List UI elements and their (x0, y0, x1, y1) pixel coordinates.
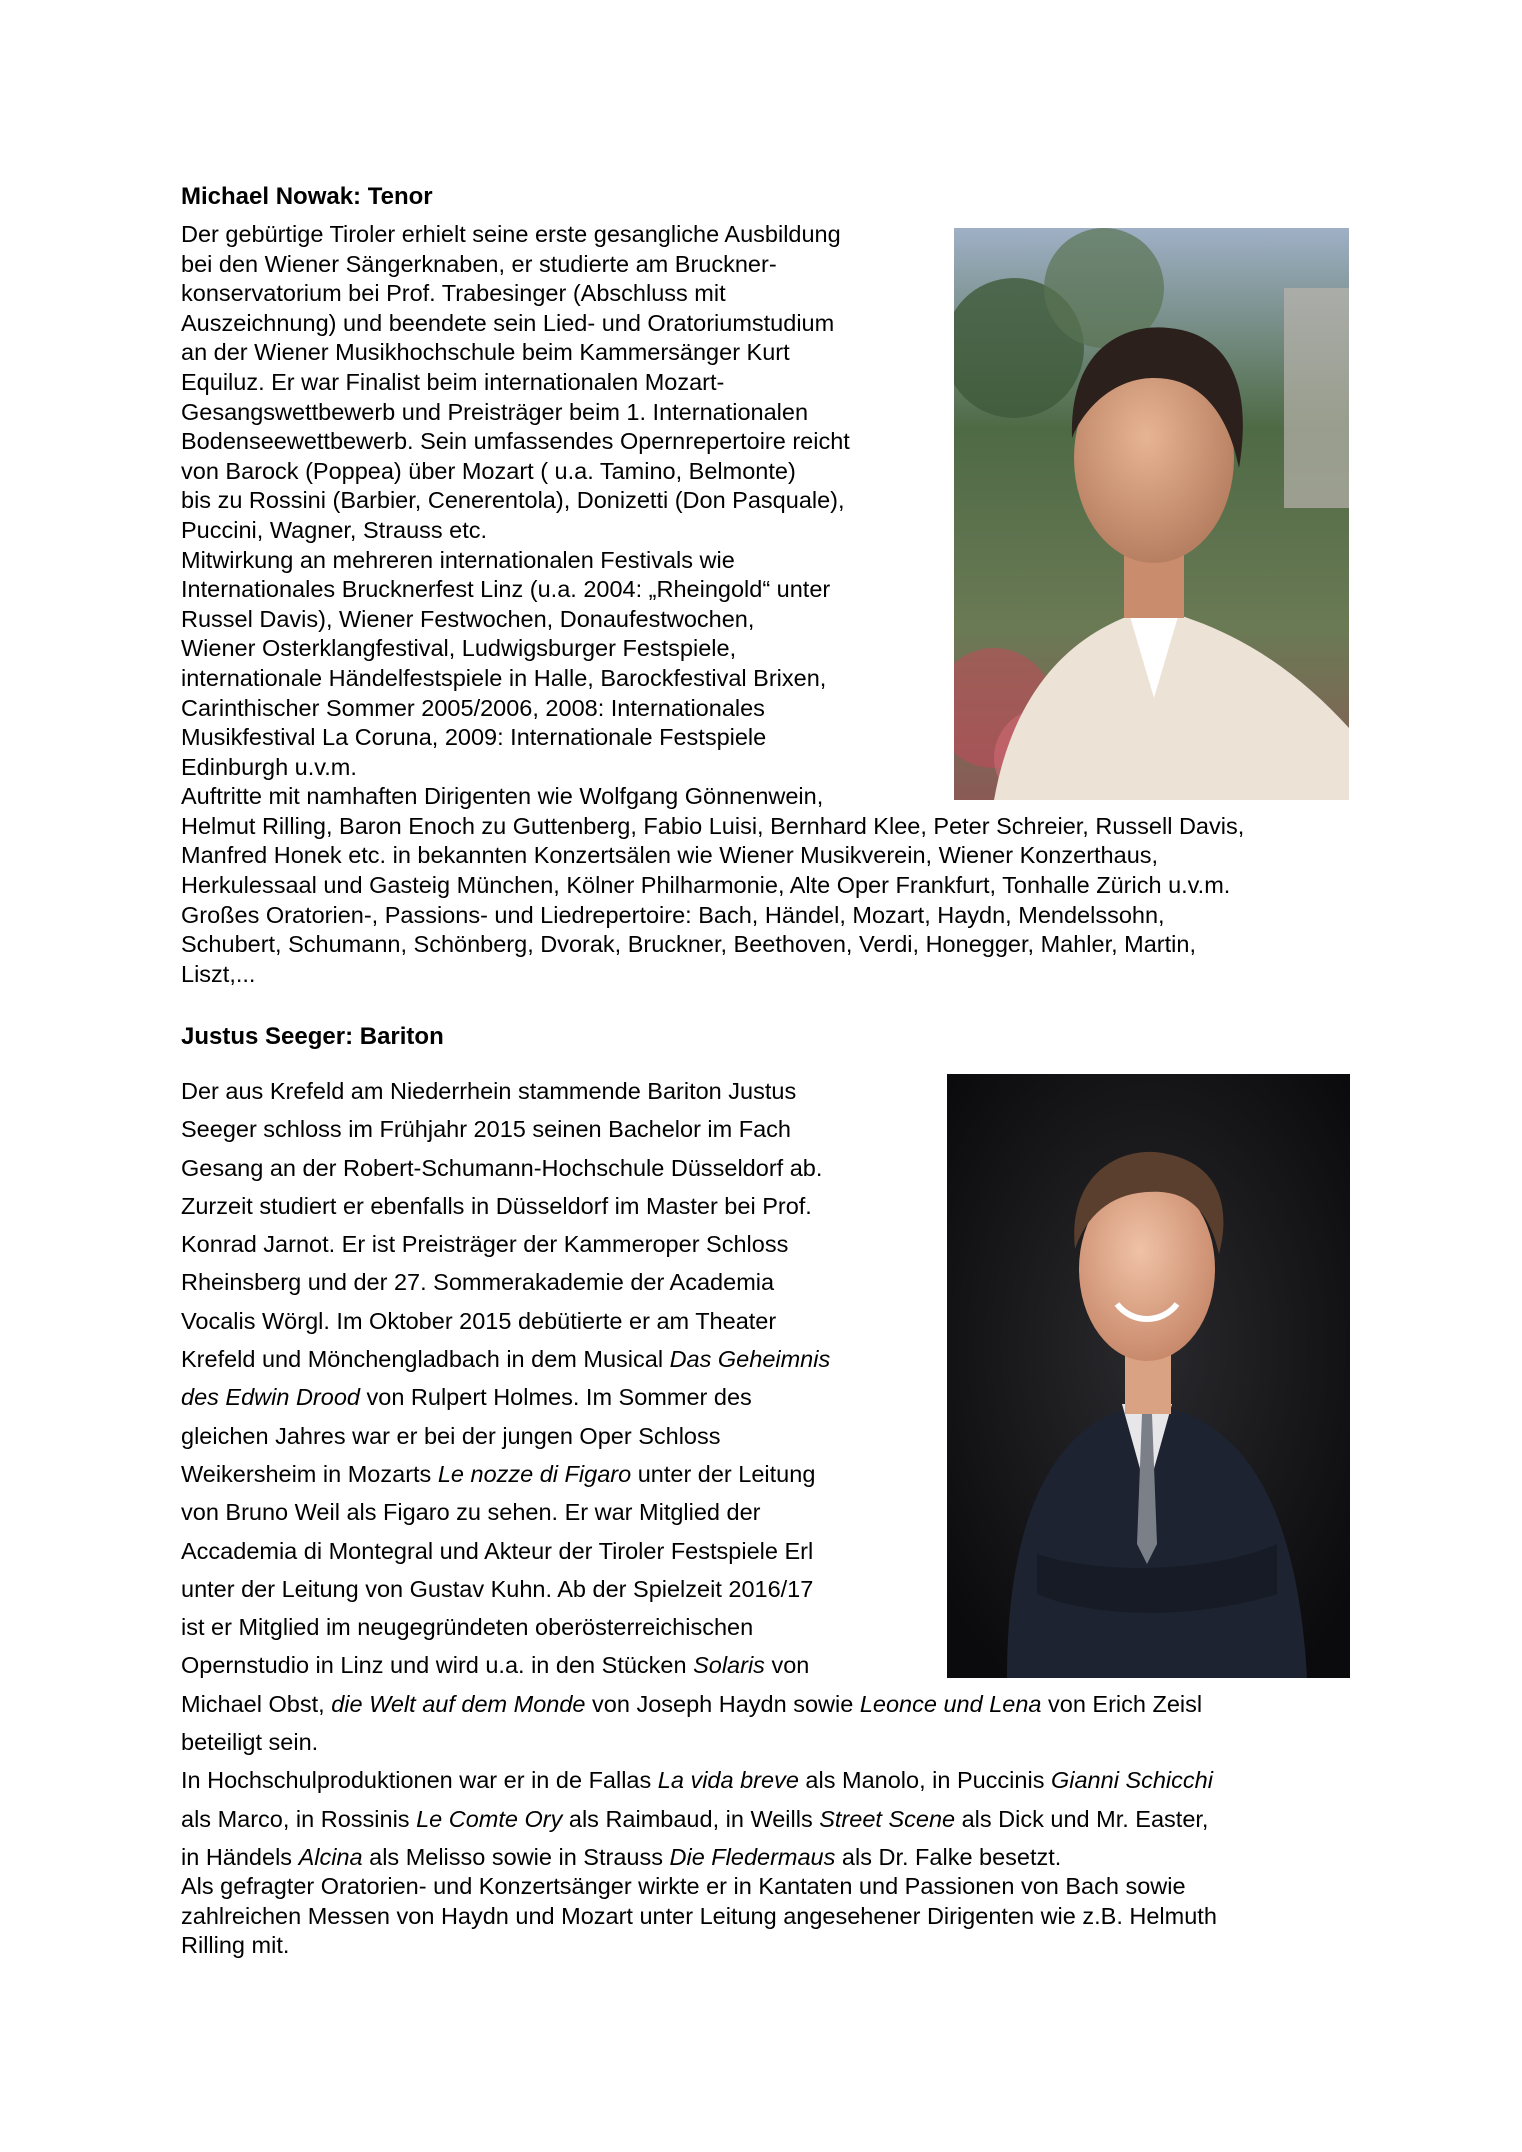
text-segment: als Melisso sowie in Strauss (362, 1843, 670, 1870)
text-segment: als Manolo, in Puccinis (798, 1767, 1051, 1794)
text-segment: als Marco, in Rossinis (181, 1805, 417, 1832)
text-segment: unter der Leitung von Gustav Kuhn. Ab der Spielzeit 2016/17 (181, 1575, 814, 1602)
text-segment: Großes Oratorien-, Passions- und Liedrepertoire: Bach, Händel, Mozart, Haydn, Mendelssohn, (181, 901, 1165, 928)
text-segment: Als gefragter Oratorien- und Konzertsänger wirkte er in Kantaten und Passionen von Bach sowie (181, 1873, 1186, 1900)
text-segment: Rheinsberg und der 27. Sommerakademie der Academia (181, 1269, 775, 1296)
text-segment: Herkulessaal und Gasteig München, Kölner Philharmonie, Alte Oper Frankfurt, Tonhalle Zürich u.v.m. (181, 872, 1231, 899)
text-segment: von Joseph Haydn sowie (585, 1690, 860, 1717)
text-line (181, 812, 1351, 842)
text-segment: Russel Davis), Wiener Festwochen, Donaufestwochen, (181, 605, 755, 632)
text-segment: internationale Händelfestspiele in Halle, Barockfestival Brixen, (181, 664, 827, 691)
text-line (181, 1723, 1351, 1761)
text-segment: zahlreichen Messen von Haydn und Mozart unter Leitung angesehener Dirigenten wie z.B. Helmuth (181, 1902, 1217, 1929)
italic-title: Das Geheimnis (669, 1346, 831, 1373)
text-segment: Schubert, Schumann, Schönberg, Dvorak, Bruckner, Beethoven, Verdi, Honegger, Mahler, Martin, (181, 931, 1196, 958)
italic-title: Le Comte Ory (416, 1805, 563, 1832)
text-segment: Seeger schloss im Frühjahr 2015 seinen Bachelor im Fach (181, 1116, 791, 1143)
text-segment: als Dr. Falke besetzt. (835, 1843, 1062, 1870)
text-segment: Equiluz. Er war Finalist beim internationalen Mozart- (181, 368, 725, 395)
text-segment: Manfred Honek etc. in bekannten Konzertsälen wie Wiener Musikverein, Wiener Konzerthaus, (181, 842, 1159, 869)
italic-title: Die Fledermaus (669, 1843, 836, 1870)
italic-title: Street Scene (819, 1805, 956, 1832)
text-segment: Vocalis Wörgl. Im Oktober 2015 debütierte er am Theater (181, 1307, 777, 1334)
text-segment: bis zu Rossini (Barbier, Cenerentola), Donizetti (Don Pasquale), (181, 487, 845, 514)
bio-text-continued (181, 1872, 1351, 1961)
text-segment: Gesang an der Robert-Schumann-Hochschule Düsseldorf ab. (181, 1154, 823, 1181)
text-segment: konservatorium bei Prof. Trabesinger (Abschluss mit (181, 280, 726, 307)
text-segment: ist er Mitglied im neugegründeten oberösterreichischen (181, 1614, 754, 1641)
text-line (181, 901, 1351, 931)
text-segment: Mitwirkung an mehreren internationalen Festivals wie (181, 546, 735, 573)
text-segment: Rilling mit. (181, 1932, 290, 1959)
portrait-photo-seeger (947, 1074, 1350, 1678)
text-line (181, 1761, 1351, 1799)
italic-title: Gianni Schicchi (1050, 1767, 1213, 1794)
text-segment: bei den Wiener Sängerknaben, er studierte am Bruckner- (181, 250, 777, 277)
italic-title: Solaris (693, 1652, 765, 1679)
portrait-photo-nowak (954, 228, 1349, 800)
text-line (181, 1800, 1351, 1838)
text-segment: Auszeichnung) und beendete sein Lied- und Oratoriumstudium (181, 309, 835, 336)
text-segment: Edinburgh u.v.m. (181, 753, 357, 780)
text-line (181, 1931, 1351, 1961)
text-segment: Michael Obst, (181, 1690, 332, 1717)
text-segment: unter der Leitung (631, 1460, 816, 1487)
text-segment: Zurzeit studiert er ebenfalls in Düsseldorf im Master bei Prof. (181, 1192, 812, 1219)
text-segment: von Bruno Weil als Figaro zu sehen. Er war Mitglied der (181, 1499, 761, 1526)
text-segment: von (764, 1652, 810, 1679)
text-segment: In Hochschulproduktionen war er in de Fallas (181, 1767, 658, 1794)
text-segment: Weikersheim in Mozarts (181, 1460, 438, 1487)
italic-title: La vida breve (657, 1767, 799, 1794)
text-line (181, 1872, 1351, 1902)
text-segment: gleichen Jahres war er bei der jungen Oper Schloss (181, 1422, 721, 1449)
italic-title: des Edwin Drood (181, 1384, 360, 1411)
text-line (181, 1902, 1351, 1932)
italic-title: Leonce und Lena (859, 1690, 1042, 1717)
italic-title: Le nozze di Figaro (437, 1460, 632, 1487)
section-heading: Michael Nowak: Tenor (181, 183, 433, 210)
text-segment: Opernstudio in Linz und wird u.a. in den Stücken (181, 1652, 694, 1679)
text-segment: Internationales Brucknerfest Linz (u.a. 2004: „Rheingold“ unter (181, 576, 831, 603)
portrait-illustration (947, 1074, 1350, 1678)
text-segment: an der Wiener Musikhochschule beim Kammersänger Kurt (181, 339, 790, 366)
text-segment: in Händels (181, 1843, 299, 1870)
text-segment: von Erich Zeisl (1041, 1690, 1203, 1717)
text-segment: Krefeld und Mönchengladbach in dem Musical (181, 1346, 670, 1373)
text-segment: Liszt,... (181, 960, 256, 987)
text-segment: als Raimbaud, in Weills (562, 1805, 820, 1832)
text-segment: Der aus Krefeld am Niederrhein stammende Bariton Justus (181, 1078, 797, 1104)
text-line (181, 960, 1351, 990)
text-segment: Carinthischer Sommer 2005/2006, 2008: Internationales (181, 694, 765, 721)
text-segment: beteiligt sein. (181, 1729, 319, 1756)
text-line (181, 930, 1351, 960)
text-segment: Accademia di Montegral und Akteur der Tiroler Festspiele Erl (181, 1537, 814, 1564)
portrait-illustration (954, 228, 1349, 800)
text-segment: Helmut Rilling, Baron Enoch zu Guttenberg, Fabio Luisi, Bernhard Klee, Peter Schreier, Russell Davis, (181, 812, 1245, 839)
text-segment: von Barock (Poppea) über Mozart ( u.a. Tamino, Belmonte) (181, 457, 796, 484)
text-line (181, 1838, 1351, 1876)
text-segment: Auftritte mit namhaften Dirigenten wie Wolfgang Gönnenwein, (181, 783, 824, 810)
text-segment: Puccini, Wagner, Strauss etc. (181, 516, 488, 543)
section-heading: Justus Seeger: Bariton (181, 1023, 444, 1050)
text-line (181, 1685, 1351, 1723)
text-segment: Bodenseewettbewerb. Sein umfassendes Opernrepertoire reicht (181, 428, 850, 455)
text-line (181, 871, 1351, 901)
text-line (181, 841, 1351, 871)
italic-title: Alcina (298, 1843, 363, 1870)
text-segment: von Rulpert Holmes. Im Sommer des (359, 1384, 752, 1411)
text-segment: Gesangswettbewerb und Preisträger beim 1. Internationalen (181, 398, 809, 425)
text-segment: Musikfestival La Coruna, 2009: Internationale Festspiele (181, 724, 767, 751)
text-segment: Konrad Jarnot. Er ist Preisträger der Kammeroper Schloss (181, 1231, 789, 1258)
italic-title: die Welt auf dem Monde (331, 1690, 586, 1717)
text-segment: als Dick und Mr. Easter, (955, 1805, 1209, 1832)
text-segment: Wiener Osterklangfestival, Ludwigsburger Festspiele, (181, 635, 737, 662)
text-segment: Der gebürtige Tiroler erhielt seine erste gesangliche Ausbildung (181, 221, 841, 247)
